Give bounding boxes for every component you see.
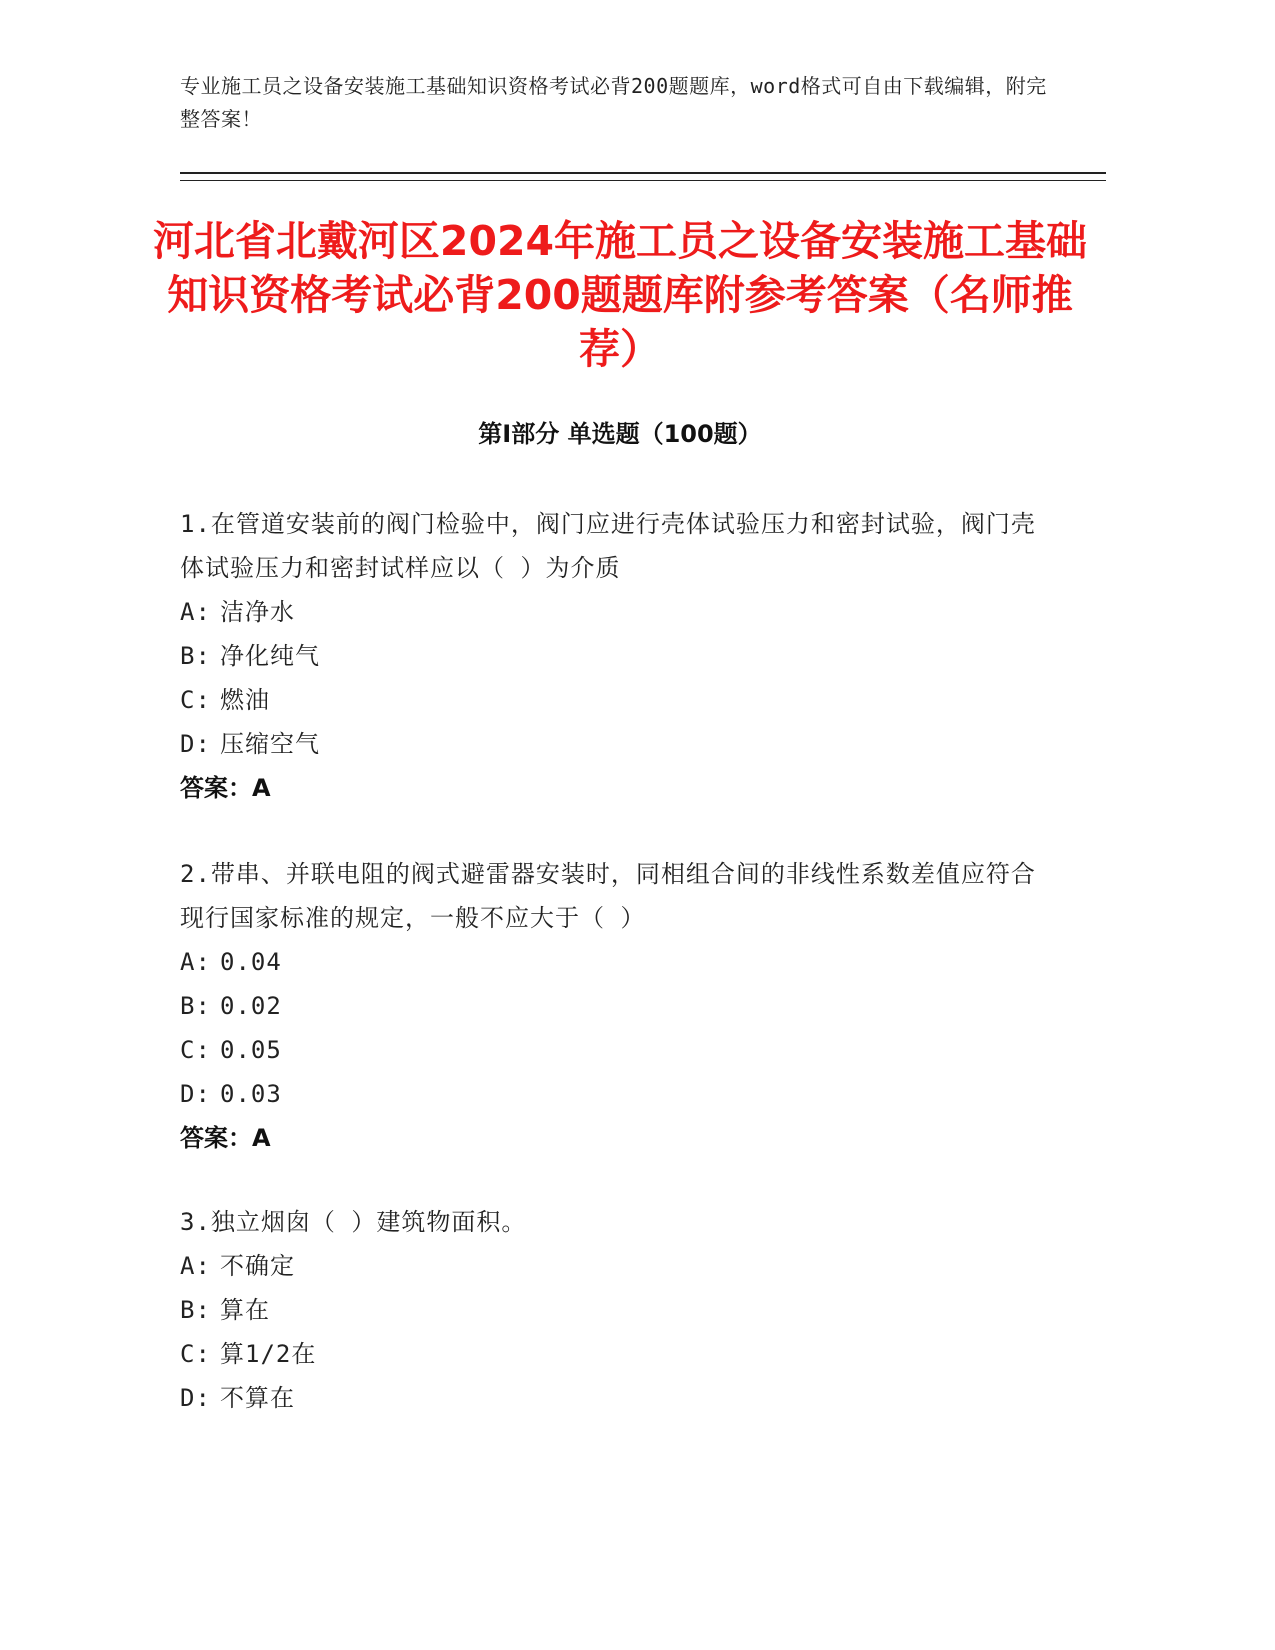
- option-key: C:: [180, 1036, 211, 1064]
- option-key: B:: [180, 992, 211, 1020]
- option-key: C:: [180, 686, 211, 714]
- question-3: [180, 1200, 1040, 1420]
- option-text: 洁净水: [220, 598, 295, 626]
- option-key: A:: [180, 1252, 211, 1280]
- option-text: 0.04: [220, 948, 282, 976]
- option-a: [180, 1244, 1040, 1288]
- option-key: C:: [180, 1340, 211, 1368]
- option-text: 算1/2在: [220, 1340, 317, 1368]
- option-key: D:: [180, 730, 211, 758]
- option-text: 算在: [220, 1296, 270, 1324]
- option-text: 0.03: [220, 1080, 282, 1108]
- option-a: [180, 940, 1040, 984]
- option-text: 0.02: [220, 992, 282, 1020]
- option-text: 不确定: [220, 1252, 295, 1280]
- header-note: 专业施工员之设备安装施工基础知识资格考试必背200题题库，word格式可自由下载编辑，附完整答案！: [180, 74, 1047, 131]
- header-divider-thin: [180, 180, 1106, 181]
- option-text: 不算在: [220, 1384, 295, 1412]
- option-d: [180, 1376, 1040, 1420]
- option-b: [180, 1288, 1040, 1332]
- question-1: [180, 502, 1040, 810]
- option-key: A:: [180, 948, 211, 976]
- option-c: [180, 1028, 1040, 1072]
- section-heading: 第I部分 单选题（100题）: [478, 420, 762, 448]
- document-title: 河北省北戴河区2024年施工员之设备安装施工基础知识资格考试必背200题题库附参考答案（名师推荐）: [152, 217, 1088, 373]
- option-c: [180, 678, 1040, 722]
- option-c: [180, 1332, 1040, 1376]
- header-divider-thick: [180, 172, 1106, 174]
- option-d: [180, 1072, 1040, 1116]
- question-stem: 1.在管道安装前的阀门检验中，阀门应进行壳体试验压力和密封试验，阀门壳体试验压力和密封试样应以（ ）为介质: [180, 510, 1036, 582]
- option-key: D:: [180, 1080, 211, 1108]
- question-stem: 3.独立烟囱（ ）建筑物面积。: [180, 1208, 527, 1236]
- option-text: 净化纯气: [220, 642, 320, 670]
- option-key: D:: [180, 1384, 211, 1412]
- option-b: [180, 984, 1040, 1028]
- answer-line: 答案：A: [180, 774, 271, 802]
- option-key: B:: [180, 1296, 211, 1324]
- option-b: [180, 634, 1040, 678]
- option-key: B:: [180, 642, 211, 670]
- question-stem: 2.带串、并联电阻的阀式避雷器安装时，同相组合间的非线性系数差值应符合现行国家标准的规定，一般不应大于（ ）: [180, 860, 1036, 932]
- option-d: [180, 722, 1040, 766]
- option-text: 0.05: [220, 1036, 282, 1064]
- question-2: [180, 852, 1040, 1160]
- option-key: A:: [180, 598, 211, 626]
- answer-line: 答案：A: [180, 1124, 271, 1152]
- option-a: [180, 590, 1040, 634]
- option-text: 燃油: [220, 686, 270, 714]
- option-text: 压缩空气: [220, 730, 320, 758]
